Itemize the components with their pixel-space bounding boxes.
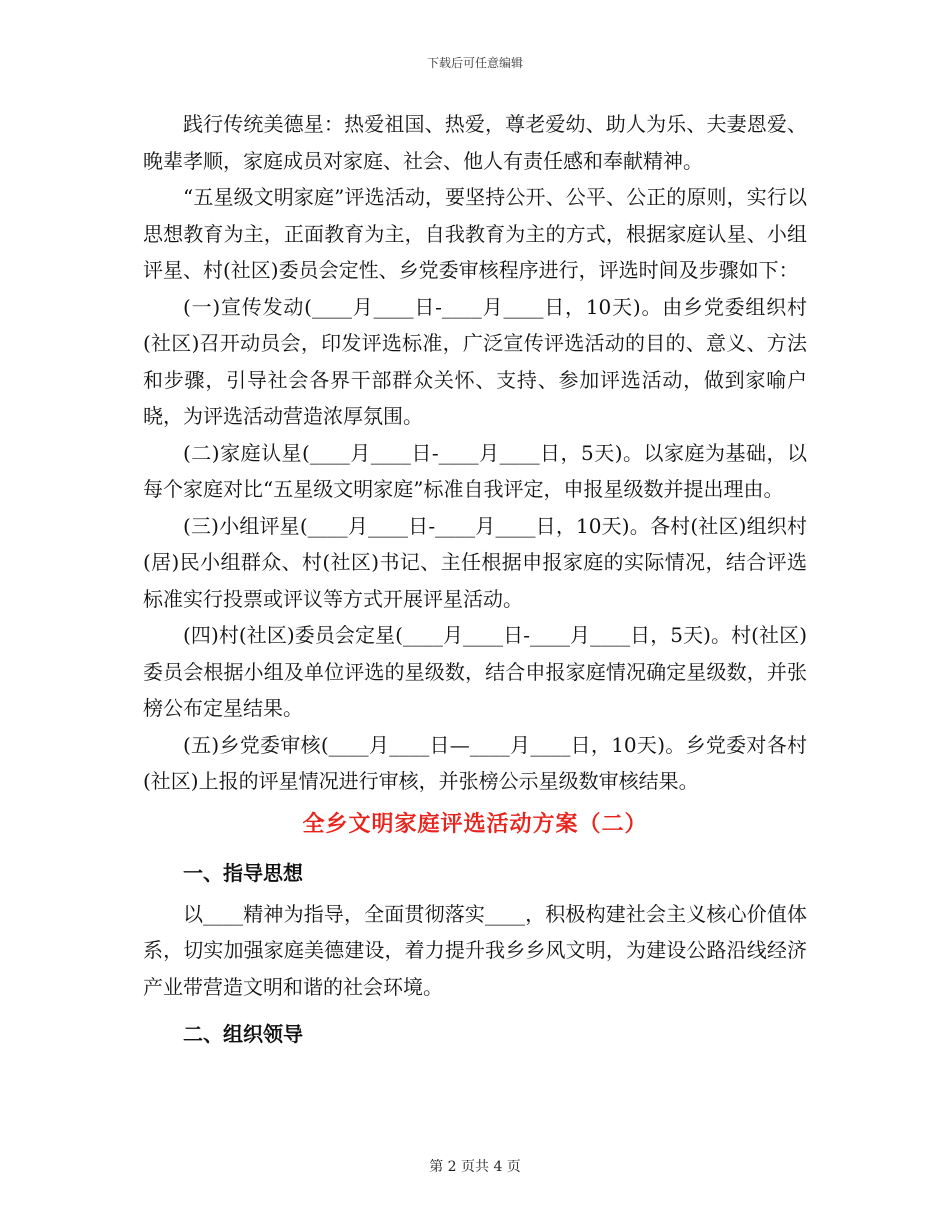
- paragraph-step-4: (四)村(社区)委员会定星(____月____日-____月____日，5天)。村(社区)委员会根据小组及单位评选的星级数，结合申报家庭情况确定星级数，并张榜公布定星结果。: [143, 623, 807, 720]
- document-body: [143, 106, 807, 1057]
- paragraph-step-5: (五)乡党委审核(____月____日—____月____日，10天)。乡党委对各村(社区)上报的评星情况进行审核，并张榜公示星级数审核结果。: [143, 732, 807, 793]
- page-footer: 第 2 页共 4 页: [429, 1159, 521, 1175]
- paragraph-principles: “五星级文明家庭”评选活动，要坚持公开、公平、公正的原则，实行以思想教育为主，正面教育为主，自我教育为主的方式，根据家庭认星、小组评星、村(社区)委员会定性、乡党委审核程序进行，评选时间及步骤如下：: [143, 185, 807, 282]
- heading-guiding-ideology: 一、指导思想: [183, 860, 303, 885]
- paragraph-step-1: (一)宣传发动(____月____日-____月____日，10天)。由乡党委组织村(社区)召开动员会，印发评选标准，广泛宣传评选活动的目的、意义、方法和步骤，引导社会各界干部群众关怀、支持、参加评选活动，做到家喻户晓，为评选活动营造浓厚氛围。: [143, 294, 807, 428]
- section-title: 全乡文明家庭评选活动方案（二）: [302, 811, 648, 837]
- page-header: 下载后可任意编辑: [426, 56, 523, 70]
- paragraph-step-2: (二)家庭认星(____月____日-____月____日，5天)。以家庭为基础，以每个家庭对比“五星级文明家庭”标准自我评定，申报星级数并提出理由。: [143, 440, 807, 501]
- paragraph-guiding-ideology: 以____精神为指导，全面贯彻落实____，积极构建社会主义核心价值体系，切实加强家庭美德建设，着力提升我乡乡风文明，为建设公路沿线经济产业带营造文明和谐的社会环境。: [143, 901, 807, 999]
- heading-organization: 二、组织领导: [183, 1022, 303, 1046]
- paragraph-virtue-star: 践行传统美德星：热爱祖国、热爱，尊老爱幼、助人为乐、夫妻恩爱、晚辈孝顺，家庭成员对家庭、社会、他人有责任感和奉献精神。: [143, 112, 807, 173]
- paragraph-step-3: (三)小组评星(____月____日-____月____日，10天)。各村(社区)组织村(居)民小组群众、村(社区)书记、主任根据申报家庭的实际情况，结合评选标准实行投票或评议等方式开展评星活动。: [143, 513, 807, 611]
